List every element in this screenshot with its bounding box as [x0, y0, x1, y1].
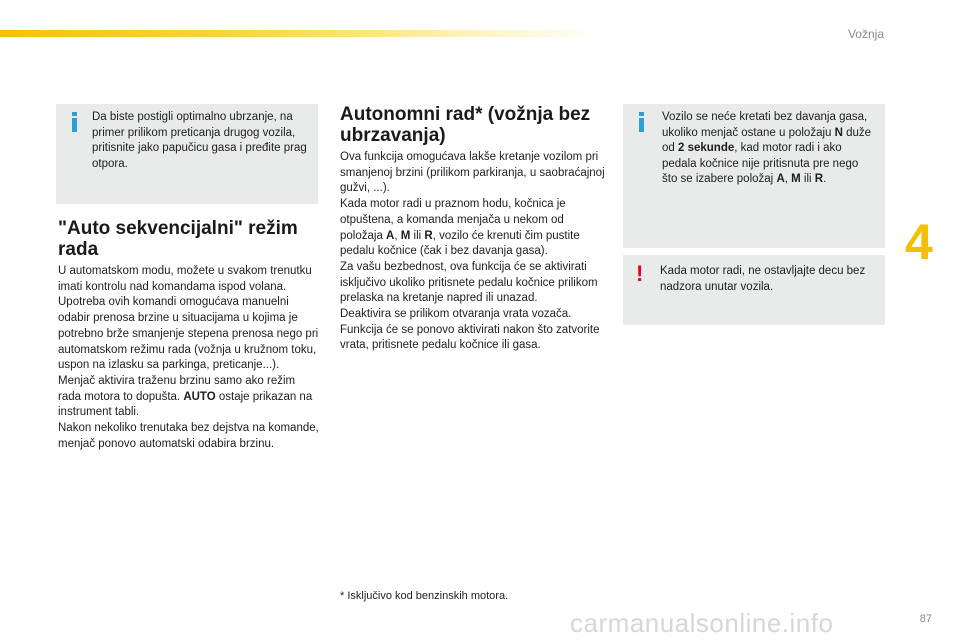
text-run: ili: [410, 229, 425, 242]
warning-icon: !: [636, 261, 644, 286]
paragraph: U automatskom modu, možete u svakom trenutku imati kontrolu nad komandama ispod volana.: [58, 265, 312, 293]
text-run: , vozilo će krenuti čim pustite pedalu kočnice (čak i bez davanja gasa).: [340, 229, 580, 258]
text-run: Kada motor radi u praznom hodu, kočnica je otpuštena, a komanda menjača u nekom od položaja: [340, 198, 566, 242]
footnote: * Isključivo kod benzinskih motora.: [340, 590, 509, 602]
position-r: R: [814, 173, 824, 186]
heading-auto-sequential: "Auto sekvencijalni" režim rada: [58, 218, 298, 260]
position-a: A: [776, 173, 785, 186]
paragraph: Ova funkcija omogućava lakše kretanje vozilom pri smanjenoj brzini (prilikom parkiranja, u saobraćajnoj gužvi, ...).: [340, 151, 605, 195]
position-a: A: [386, 229, 395, 242]
paragraph: Nakon nekoliko trenutaka bez dejstva na komande, menjač ponovo automatski odabira brzinu.: [58, 422, 319, 450]
text-run: Menjač aktivira traženu brzinu samo ako režim rada motora to dopušta.: [58, 374, 296, 403]
info-text-acceleration: Da biste postigli optimalno ubrzanje, na primer prilikom preticanja drugog vozila, pritisnite jako papučicu gasa i pređite prag otpora.: [92, 111, 307, 170]
paragraph: Deaktivira se prilikom otvaranja vrata vozača. Funkcija će se ponovo aktivirati nakon što zatvorite vrata, pritisnete pedalu kočnice ili gasa.: [340, 308, 600, 352]
text-run: .: [823, 173, 827, 186]
text-run: ,: [784, 173, 792, 186]
position-r: R: [424, 229, 433, 242]
body-auto-sequential: [58, 264, 320, 452]
chapter-number: 4: [905, 214, 933, 270]
watermark: carmanualsonline.info: [570, 608, 834, 638]
info-icon: [639, 112, 644, 132]
text-run: ostaje prikazan na instrument tabli.: [58, 390, 313, 419]
paragraph: Za vašu bezbednost, ova funkcija će se aktivirati isključivo ukoliko pritisnete pedalu kočnice prilikom prelaska na kretanje napred ili unazad.: [340, 260, 598, 305]
duration: 2 sekunde: [678, 142, 735, 155]
header-accent-bar: [0, 30, 600, 37]
position-m: M: [791, 173, 801, 186]
emphasis-auto: AUTO: [183, 390, 216, 403]
info-text-neutral: [662, 110, 872, 188]
text-run: ,: [394, 229, 401, 242]
position-m: M: [400, 229, 411, 242]
text-run: duže od: [662, 126, 872, 155]
section-title: Vožnja: [847, 27, 884, 41]
paragraph: Upotreba ovih komandi omogućava manuelni odabir prenosa brzine u situacijama u kojima je potrebno brže smanjenje stepena prenosa nego pri automatskom režimu rada (vožnja u kružnom toku, uspon na izlasku sa parkinga, preticanje...).: [58, 296, 319, 372]
text-run: ili: [800, 173, 815, 186]
info-icon: [72, 112, 77, 132]
paragraph: [58, 374, 320, 421]
position-n: N: [834, 126, 843, 139]
text-run: , kad motor radi i ako pedala kočnice nije pritisnuta pre nego što se izabere položaj: [662, 142, 859, 186]
body-autonomous-drive: [340, 150, 606, 354]
text-run: Vozilo se neće kretati bez davanja gasa, ukoliko menjač ostane u položaju: [662, 111, 868, 139]
paragraph: [340, 197, 606, 260]
heading-autonomous-drive: Autonomni rad* (vožnja bez ubrzavanja): [340, 104, 591, 146]
page-number: 87: [919, 613, 932, 625]
warning-text: Kada motor radi, ne ostavljajte decu bez nadzora unutar vozila.: [660, 265, 866, 293]
